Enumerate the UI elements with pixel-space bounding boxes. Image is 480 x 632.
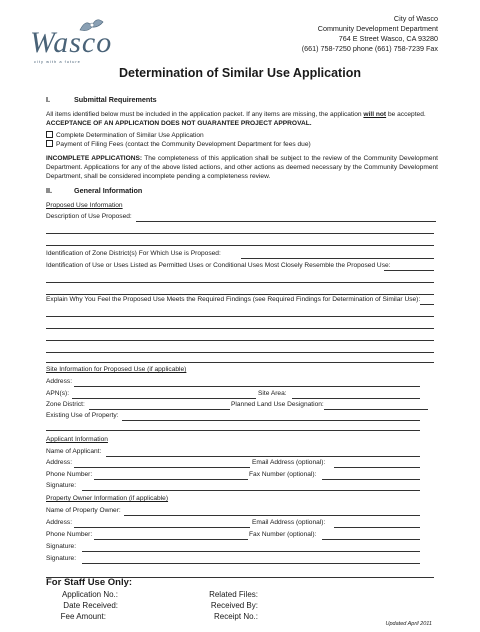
owner-fax-label: Fax Number (optional): xyxy=(249,531,317,538)
owner-signature-1-label: Signature: xyxy=(46,543,77,550)
applicant-signature-field[interactable] xyxy=(82,490,420,491)
logo-tagline: city with a future xyxy=(34,59,81,64)
owner-name-label: Name of Property Owner: xyxy=(46,507,121,514)
proposed-use-subheading: Proposed Use Information xyxy=(46,202,123,209)
applicant-address-field[interactable] xyxy=(74,467,250,468)
applicant-name-label: Name of Applicant: xyxy=(46,448,102,455)
explain-field[interactable] xyxy=(420,304,434,305)
city-logo xyxy=(22,26,112,66)
receipt-no-label: Receipt No.: xyxy=(213,612,258,621)
description-field[interactable] xyxy=(136,221,436,222)
incomplete-text: The completeness of this application shall be subject to the review of the Community Development Department. Applications for any of the above listed actions, and other actions as deemed necessary by the Community Development Department, shall be considered incomplete pending a completeness review. xyxy=(46,155,439,180)
applicant-phone-field[interactable] xyxy=(94,479,248,480)
applicant-name-field[interactable] xyxy=(106,456,420,457)
explain-field-line-5[interactable] xyxy=(46,352,434,353)
submittal-intro xyxy=(46,110,438,119)
explain-field-line-2[interactable] xyxy=(46,316,434,317)
acceptance-notice: ACCEPTANCE OF AN APPLICATION DOES NOT GUARANTEE PROJECT APPROVAL. xyxy=(46,120,312,127)
related-files-label: Related Files: xyxy=(209,590,258,599)
header-address: 764 E Street Wasco, CA 93280 xyxy=(338,34,438,43)
permitted-uses-field-line-2[interactable] xyxy=(46,282,434,283)
applicant-info-subheading: Applicant Information xyxy=(46,436,108,443)
requirement-item-1[interactable] xyxy=(46,131,204,140)
intro-text-end: be accepted. xyxy=(386,111,426,118)
site-address-label: Address: xyxy=(46,378,73,385)
form-title: Determination of Similar Use Application xyxy=(119,66,361,80)
section-2-heading xyxy=(46,186,142,195)
incomplete-label: INCOMPLETE APPLICATIONS: xyxy=(46,155,143,162)
explain-field-line-3[interactable] xyxy=(46,328,434,329)
apn-field[interactable] xyxy=(72,398,256,399)
planned-land-use-label: Planned Land Use Designation: xyxy=(231,401,324,408)
site-info-subheading: Site Information for Proposed Use (if applicable) xyxy=(46,366,187,373)
date-received-label: Date Received: xyxy=(63,601,118,610)
revision-date: Updated April 2011 xyxy=(385,621,432,627)
department-header xyxy=(302,14,438,54)
owner-signature-2-label: Signature: xyxy=(46,555,77,562)
checkbox-icon[interactable] xyxy=(46,131,53,138)
intro-text: All items identified below must be included in the application packet. If any items are missing, the application xyxy=(46,111,364,118)
site-area-field[interactable] xyxy=(292,398,420,399)
owner-fax-field[interactable] xyxy=(322,539,420,540)
fee-amount-label: Fee Amount: xyxy=(60,612,106,621)
description-field-line-2[interactable] xyxy=(46,233,434,234)
permitted-uses-label: Identification of Use or Uses Listed as Permitted Uses or Conditional Uses Most Closely Resemble the Proposed Use: xyxy=(46,262,391,269)
staff-use-title: For Staff Use Only: xyxy=(46,577,133,588)
owner-name-field[interactable] xyxy=(124,515,420,516)
applicant-email-field[interactable] xyxy=(334,467,420,468)
intro-emphasis: will not xyxy=(363,111,387,118)
permitted-uses-field[interactable] xyxy=(384,270,434,271)
zone-district-label: Zone District: xyxy=(46,401,85,408)
zone-label: Identification of Zone District(s) For Which Use is Proposed: xyxy=(46,250,221,257)
planned-land-use-field[interactable] xyxy=(324,409,428,410)
apn-label: APN(s): xyxy=(46,390,70,397)
owner-email-label: Email Address (optional): xyxy=(252,519,326,526)
received-by-label: Received By: xyxy=(210,601,258,610)
owner-phone-field[interactable] xyxy=(94,539,248,540)
owner-email-field[interactable] xyxy=(334,527,420,528)
requirement-item-1-label: Complete Determination of Similar Use Application xyxy=(56,132,204,139)
zone-field[interactable] xyxy=(241,258,434,259)
description-field-line-3[interactable] xyxy=(46,245,434,246)
existing-use-field-line-2[interactable] xyxy=(46,430,420,431)
applicant-signature-label: Signature: xyxy=(46,482,77,489)
owner-phone-label: Phone Number: xyxy=(46,531,93,538)
incomplete-applications-notice xyxy=(46,154,438,181)
applicant-phone-label: Phone Number: xyxy=(46,471,93,478)
existing-use-field[interactable] xyxy=(122,420,420,421)
requirement-item-2[interactable] xyxy=(46,140,311,149)
owner-signature-2-field[interactable] xyxy=(82,563,420,564)
owner-info-subheading: Property Owner Information (if applicable) xyxy=(46,495,169,502)
requirement-item-2-label: Payment of Filing Fees (contact the Community Development Department for fees due) xyxy=(56,141,311,148)
logo-wordmark: Wasco xyxy=(30,26,113,59)
description-label: Description of Use Proposed: xyxy=(46,213,132,220)
section-1-number: I. xyxy=(46,95,50,104)
header-city: City of Wasco xyxy=(393,14,438,23)
explain-label: Explain Why You Feel the Proposed Use Meets the Required Findings (see Required Findings for Determination of Similar Use): xyxy=(46,296,421,303)
applicant-address-label: Address: xyxy=(46,459,73,466)
existing-use-label: Existing Use of Property: xyxy=(46,412,119,419)
applicant-fax-label: Fax Number (optional): xyxy=(249,471,317,478)
header-phone: (661) 758-7250 phone (661) 758-7239 Fax xyxy=(301,44,438,53)
applicant-fax-field[interactable] xyxy=(322,479,420,480)
section-1-heading xyxy=(46,95,157,104)
owner-signature-1-field[interactable] xyxy=(82,551,420,552)
applicant-email-label: Email Address (optional): xyxy=(252,459,326,466)
site-area-label: Site Area: xyxy=(258,390,287,397)
checkbox-icon[interactable] xyxy=(46,140,53,147)
zone-district-field[interactable] xyxy=(89,409,230,410)
owner-address-field[interactable] xyxy=(74,527,250,528)
explain-field-line-4[interactable] xyxy=(46,340,434,341)
explain-field-line-6[interactable] xyxy=(46,362,434,363)
owner-address-label: Address: xyxy=(46,519,73,526)
section-2-number: II. xyxy=(46,186,52,195)
header-department: Community Development Department xyxy=(317,24,438,33)
permitted-uses-field-line-3[interactable] xyxy=(46,294,434,295)
section-2-title: General Information xyxy=(74,186,143,195)
site-address-field[interactable] xyxy=(74,386,420,387)
section-1-title: Submittal Requirements xyxy=(74,95,157,104)
application-no-label: Application No.: xyxy=(61,590,118,599)
